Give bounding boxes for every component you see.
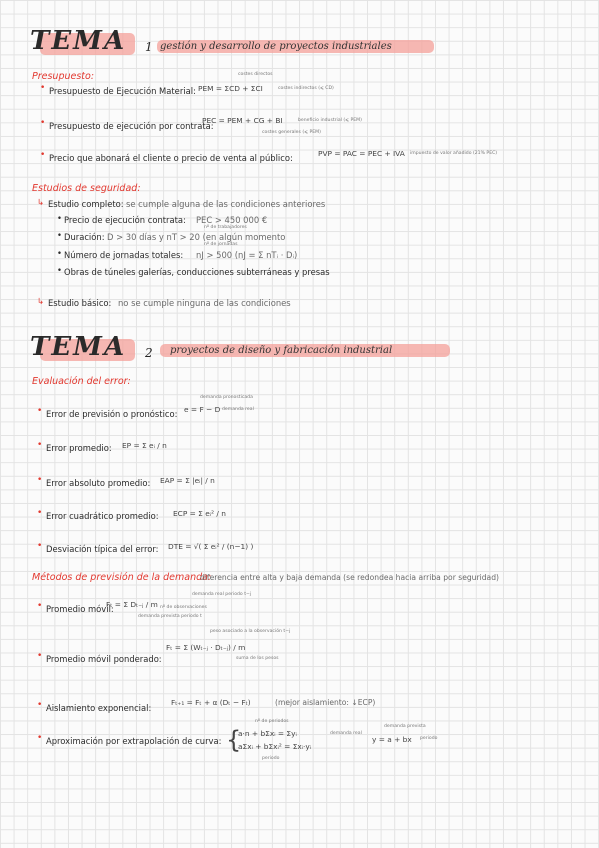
c2-value: D > 30 días y nT > 20 (en algún momento — [107, 232, 286, 242]
pem-note-right: costes indirectos (⩽ CD) — [278, 86, 334, 91]
tema2-title: proyectos de diseño y fabricación industrial — [170, 345, 393, 356]
pem-label: Presupuesto de Ejecución Material: — [49, 86, 196, 96]
m4-note-top: nº de periodos — [255, 719, 289, 724]
e3-label: Error absoluto promedio: — [46, 478, 151, 488]
bullet: • — [37, 541, 43, 551]
tema2-number: 2 — [145, 346, 153, 360]
error-heading: Evaluación del error: — [32, 376, 131, 387]
tema1-label: TEMA — [30, 26, 127, 56]
bullet: • — [37, 700, 43, 710]
pec-note-right: beneficio industrial (⩽ PEM) — [298, 118, 362, 123]
m2-label: Promedio móvil ponderado: — [46, 654, 162, 664]
m1-note2: nº de observaciones — [160, 605, 207, 610]
presupuesto-heading: Presupuesto: — [32, 71, 95, 82]
bullet: • — [57, 230, 62, 240]
e1-note-top: demanda pronosticada — [200, 395, 253, 400]
basico-text: no se cumple ninguna de las condiciones — [118, 298, 291, 308]
e4-label: Error cuadrático promedio: — [46, 511, 159, 521]
e5-label: Desviación típica del error: — [46, 544, 159, 554]
c2-label: Duración: — [64, 232, 105, 242]
c3-value: nJ > 500 (nJ = Σ nTᵢ · Dᵢ) — [196, 250, 298, 260]
pec-note-below: costes generales (⩽ PEM) — [262, 130, 321, 135]
arrow-icon: ↳ — [37, 296, 45, 306]
bullet: • — [40, 118, 46, 128]
seguridad-heading: Estudios de seguridad: — [32, 183, 141, 194]
arrow-icon: ↳ — [37, 197, 45, 207]
m3-note: (mejor aislamiento: ↓ECP) — [275, 698, 376, 707]
m1-label: Promedio móvil: — [46, 604, 114, 614]
m2-note1: peso asociado a la observación t−j — [210, 629, 291, 634]
m4-eq2: aΣxᵢ + bΣxᵢ² = Σxᵢ·yᵢ — [238, 742, 312, 751]
completo-text: se cumple alguna de las condiciones anteriores — [126, 199, 326, 209]
e3-formula: EAP = Σ |eᵢ| / n — [160, 476, 215, 485]
pem-note-top: costes directos — [238, 72, 273, 77]
tema1-title: gestión y desarrollo de proyectos industriales — [160, 41, 392, 52]
pvp-label: Precio que abonará el cliente o precio de venta al público: — [49, 153, 293, 163]
tema1-number: 1 — [145, 40, 153, 54]
c1-value: PEC > 450 000 € — [196, 215, 268, 225]
m1-note1: demanda real periodo t−j — [192, 592, 252, 597]
c3-label: Número de jornadas totales: — [64, 250, 184, 260]
e4-formula: ECP = Σ eᵢ² / n — [173, 509, 226, 518]
pem-formula: PEM = ΣCD + ΣCI — [198, 84, 263, 93]
bullet: • — [37, 733, 43, 743]
e1-label: Error de previsión o pronóstico: — [46, 409, 178, 419]
bullet: • — [37, 601, 43, 611]
m4-y: y = a + bx — [372, 735, 412, 744]
completo-label: Estudio completo: — [48, 199, 124, 209]
tema2-label: TEMA — [30, 332, 127, 362]
m4-note-right: demanda real — [330, 731, 362, 736]
m1-formula: Fₜ = Σ Dₜ₋ⱼ / m — [106, 600, 158, 609]
m4-note-below: periodo — [262, 756, 280, 761]
pec-label: Presupuesto de ejecución por contrata: — [49, 121, 214, 131]
m3-formula: Fₜ₊₁ = Fₜ + α (Dₜ − Fₜ) — [171, 698, 251, 707]
c4-text: Obras de túneles galerías, conducciones subterráneas y presas — [64, 267, 330, 277]
pvp-note: impuesto de valor añadido (21% PEC) — [410, 151, 498, 156]
bullet: • — [40, 83, 46, 93]
c3-note: nº de jornadas — [204, 242, 238, 247]
m4-y-right: periodo — [420, 736, 438, 741]
e1-formula: e = F − D — [184, 405, 221, 414]
metodos-heading: Métodos de previsión de la demanda: — [32, 572, 212, 583]
e5-formula: DTE = √( Σ eᵢ² / (n−1) ) — [168, 542, 254, 551]
m4-eq1: a·n + bΣxᵢ = Σyᵢ — [238, 729, 297, 738]
bullet: • — [37, 508, 43, 518]
bullet: • — [40, 150, 46, 160]
pec-formula: PEC = PEM + CG + BI — [202, 116, 283, 125]
e1-note-right: demanda real — [222, 407, 254, 412]
e2-formula: EP = Σ eᵢ / n — [122, 441, 167, 450]
m3-label: Aislamiento exponencial: — [46, 703, 152, 713]
bullet: • — [37, 406, 43, 416]
bullet: • — [57, 248, 62, 258]
basico-label: Estudio básico: — [48, 298, 112, 308]
bullet: • — [37, 440, 43, 450]
pvp-formula: PVP = PAC = PEC + IVA — [318, 149, 405, 158]
m1-note3: demanda prevista periodo t — [138, 614, 202, 619]
m4-label: Aproximación por extrapolación de curva: — [46, 736, 222, 746]
metodos-heading-note: diferencia entre alta y baja demanda (se redondea hacia arriba por seguridad) — [200, 573, 499, 582]
bullet: • — [37, 651, 43, 661]
bullet: • — [37, 475, 43, 485]
bullet: • — [57, 265, 62, 275]
m4-y-top: demanda prevista — [384, 724, 426, 729]
e2-label: Error promedio: — [46, 443, 112, 453]
m2-note2: suma de los pesos — [236, 656, 279, 661]
brace-icon: { — [226, 726, 242, 754]
c1-label: Precio de ejecución contrata: — [64, 215, 186, 225]
c2-note: nº de trabajadores — [204, 225, 247, 230]
m2-formula: Fₜ = Σ (Wₜ₋ⱼ · Dₜ₋ⱼ) / m — [166, 643, 246, 652]
bullet: • — [57, 213, 62, 223]
